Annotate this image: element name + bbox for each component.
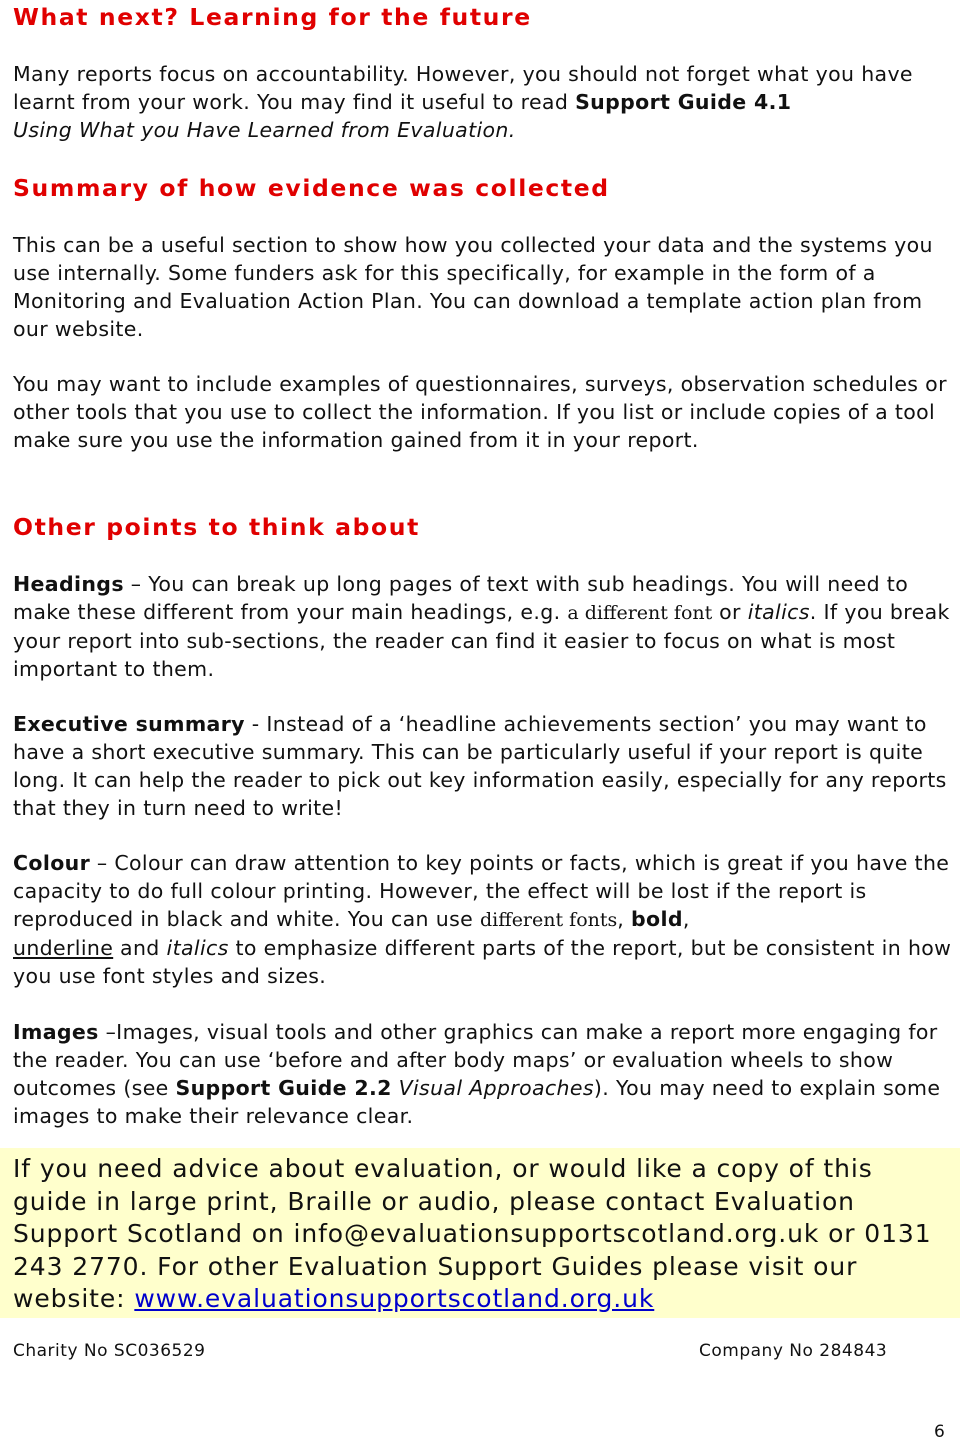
- bold-sample: bold: [631, 907, 683, 931]
- paragraph-text: –Images, visual tools and other graphics can make a report more engaging for the reader. You can use ‘before and after body maps’ or evaluation wheels to show outcomes (see: [13, 1020, 938, 1100]
- callout-text: If you need advice about evaluation, or would like a copy of this guide in large print, Braille or audio, please contact Evaluation Support Scotland on info@evaluationsupportscotland.org.uk or 0131 243 2770. For other Evaluation Support Guides please visit our website:: [13, 1154, 932, 1313]
- paragraph-colour: [13, 849, 953, 990]
- section-heading-learning: What next? Learning for the future: [13, 3, 532, 31]
- support-guide-reference: Support Guide 4.1: [575, 90, 792, 114]
- headings-label: Headings: [13, 572, 124, 596]
- paragraph-text: . If you break your report into sub-sections, the reader can find it easier to focus on what is most important to them.: [13, 600, 950, 681]
- section-heading-evidence: Summary of how evidence was collected: [13, 174, 610, 202]
- page-number: 6: [934, 1422, 946, 1442]
- paragraph-text: ). You may need to explain some images to make their relevance clear.: [13, 1076, 941, 1128]
- paragraph-text: or: [712, 600, 748, 624]
- executive-summary-label: Executive summary: [13, 712, 245, 736]
- italics-sample: italics: [747, 600, 810, 624]
- paragraph-text: - Instead of a ‘headline achievements section’ you may want to have a short executive summary. This can be particularly useful if your report is quite long. It can help the reader to pick out key information easily, especially for any reports that they in turn need to write!: [13, 712, 947, 820]
- section-heading-other-points: Other points to think about: [13, 513, 420, 541]
- different-font-sample: a different font: [567, 602, 713, 624]
- guide-title: Using What you Have Learned from Evaluation.: [13, 118, 516, 142]
- charity-number: Charity No SC036529: [13, 1341, 206, 1361]
- paragraph-executive-summary: [13, 710, 953, 822]
- paragraph-evidence-1: This can be a useful section to show how you collected your data and the systems you use internally. Some funders ask for this specifically, for example in the form of a Monitoring and Evaluation Action Plan. You can download a template action plan from our website.: [13, 233, 933, 341]
- paragraph-text: – Colour can draw attention to key points or facts, which is great if you have the capacity to do full colour printing. However, the effect will be lost if the report is reproduced in black and white. You can use: [13, 851, 950, 931]
- contact-callout-box: [0, 1148, 960, 1318]
- paragraph-headings: [13, 570, 953, 683]
- paragraph-text: to emphasize different parts of the report, but be consistent in how you use font styles and sizes.: [13, 936, 952, 988]
- paragraph-learning: [13, 60, 953, 144]
- company-number: Company No 284843: [699, 1341, 888, 1361]
- website-link[interactable]: www.evaluationsupportscotland.org.uk: [134, 1284, 655, 1313]
- different-fonts-sample: different fonts: [479, 909, 618, 931]
- underline-sample: underline: [13, 936, 114, 960]
- colour-label: Colour: [13, 851, 91, 875]
- italics-sample: italics: [166, 936, 229, 960]
- paragraph-text: and: [113, 936, 167, 960]
- paragraph-text: – You can break up long pages of text with sub headings. You will need to make these different from your main headings, e.g.: [13, 572, 909, 624]
- images-label: Images: [13, 1020, 99, 1044]
- paragraph-evidence-2: You may want to include examples of questionnaires, surveys, observation schedules or other tools that you use to collect the information. If you list or include copies of a tool make sure you use the information gained from it in your report.: [13, 372, 947, 452]
- paragraph-text: ,: [682, 907, 690, 931]
- paragraph-images: [13, 1018, 953, 1130]
- paragraph-text: Many reports focus on accountability. However, you should not forget what you have learnt from your work. You may find it useful to read: [13, 62, 913, 114]
- paragraph-text: [392, 1076, 399, 1100]
- paragraph-text: ,: [617, 907, 632, 931]
- contact-callout-text: [13, 1153, 943, 1316]
- guide-title: Visual Approaches: [398, 1076, 594, 1100]
- support-guide-reference: Support Guide 2.2: [175, 1076, 392, 1100]
